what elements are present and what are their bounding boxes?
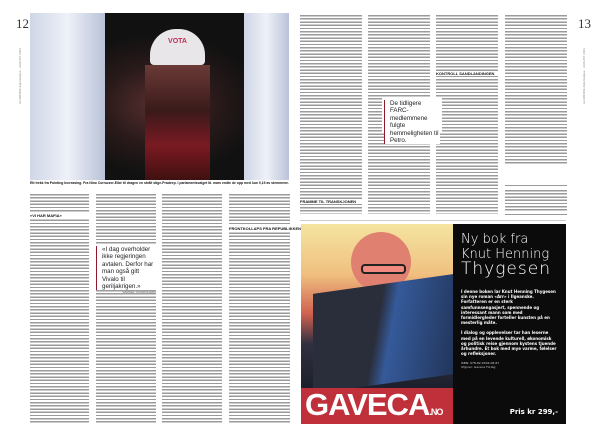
body-column-8: [505, 14, 567, 164]
ad-body-1: I denne boken lar Knut Henning Thygesen sin nye roman «Arr» i Ilgeanske. Forfatteren er en sterk samfunnsengasjert, spennende og interessant mann som med formidlergleder forteller kunsten på en mesterlig måte.: [461, 289, 556, 326]
pull-quote-text: «I dag overholder ikke regjeringen avtalen. Derfor har man også gitt Vivalo til geriljakrigen.»: [96, 246, 156, 290]
info-box-text: [505, 189, 567, 211]
brand-suffix: .NO: [429, 407, 443, 417]
running-head-left: LE MONDE diplomatique · AUGUST 2021: [18, 48, 22, 104]
body-column-5: [300, 14, 362, 214]
subhead: FRAMME TIL TRANSKJONEN: [300, 199, 362, 204]
pull-quote-right: [382, 98, 442, 145]
body-column-7: [436, 14, 498, 214]
ad-divider: [300, 220, 566, 221]
body-column-3: [162, 193, 222, 423]
ad-brand-logo: [301, 388, 453, 424]
ad-title-author: Thygesen: [461, 259, 551, 279]
pull-quote-source: SAMUEL, Komoros-leder: [122, 290, 156, 295]
photo-person: [145, 65, 210, 180]
photo-curtain-right: [244, 13, 289, 180]
brand-name: GAVECA: [305, 387, 430, 422]
pull-quote-left: [94, 244, 158, 295]
ad-isbn: ISBN: 978-82-9302-08-87: [461, 361, 500, 366]
ad-photo-glasses: [361, 264, 406, 274]
ad-photo-book: [313, 274, 453, 394]
photo-cap: VOTA: [150, 29, 205, 65]
photo-curtain-left: [30, 13, 105, 180]
cover-photo: [30, 13, 289, 180]
ad-title-line: Ny bok fra: [461, 232, 529, 247]
subhead: FRONTKOLLAPS FRA REPUBLIKKEN: [229, 226, 302, 231]
subhead: «VI HAR MAFIA»: [30, 213, 89, 218]
subhead: KONTROLL SANDLANDINGEN: [436, 71, 498, 76]
ad-body-2: I dialog og opplevelser tar han leserne med på en levende kulturell, økonomisk og politisk reise gjennom kystens tjuende århundre. Et bok med mye varme, følelser og refleksjoner.: [461, 330, 557, 357]
pull-quote-text: De tidligere FARC-medlemmene fulgte hemmeligheten til Petro.: [384, 100, 440, 144]
running-head-right: LE MONDE diplomatique · AUGUST 2021: [582, 48, 586, 104]
ad-publisher: Utgiver: Gaveca Forlag: [461, 365, 496, 370]
info-box: [505, 185, 567, 215]
body-column-2: [96, 193, 156, 423]
body-column-1: [30, 193, 89, 423]
ad-price: Pris kr 299,-: [509, 408, 558, 416]
ad-title-line: Knut Henning: [461, 247, 550, 262]
page-number-right: 13: [578, 16, 591, 31]
page-number-left: 12: [16, 16, 29, 31]
photo-caption: Ett trekk fra Pointing Increasing. Fra Nino Corruzzer-Elbé til dragen en strålt stige-Pradeep. I parlamentsvalget lå. mars endte de opp med kun 0,19 av stemmene.: [30, 181, 289, 185]
ad-title: [461, 232, 558, 277]
book-ad[interactable]: [453, 224, 566, 424]
